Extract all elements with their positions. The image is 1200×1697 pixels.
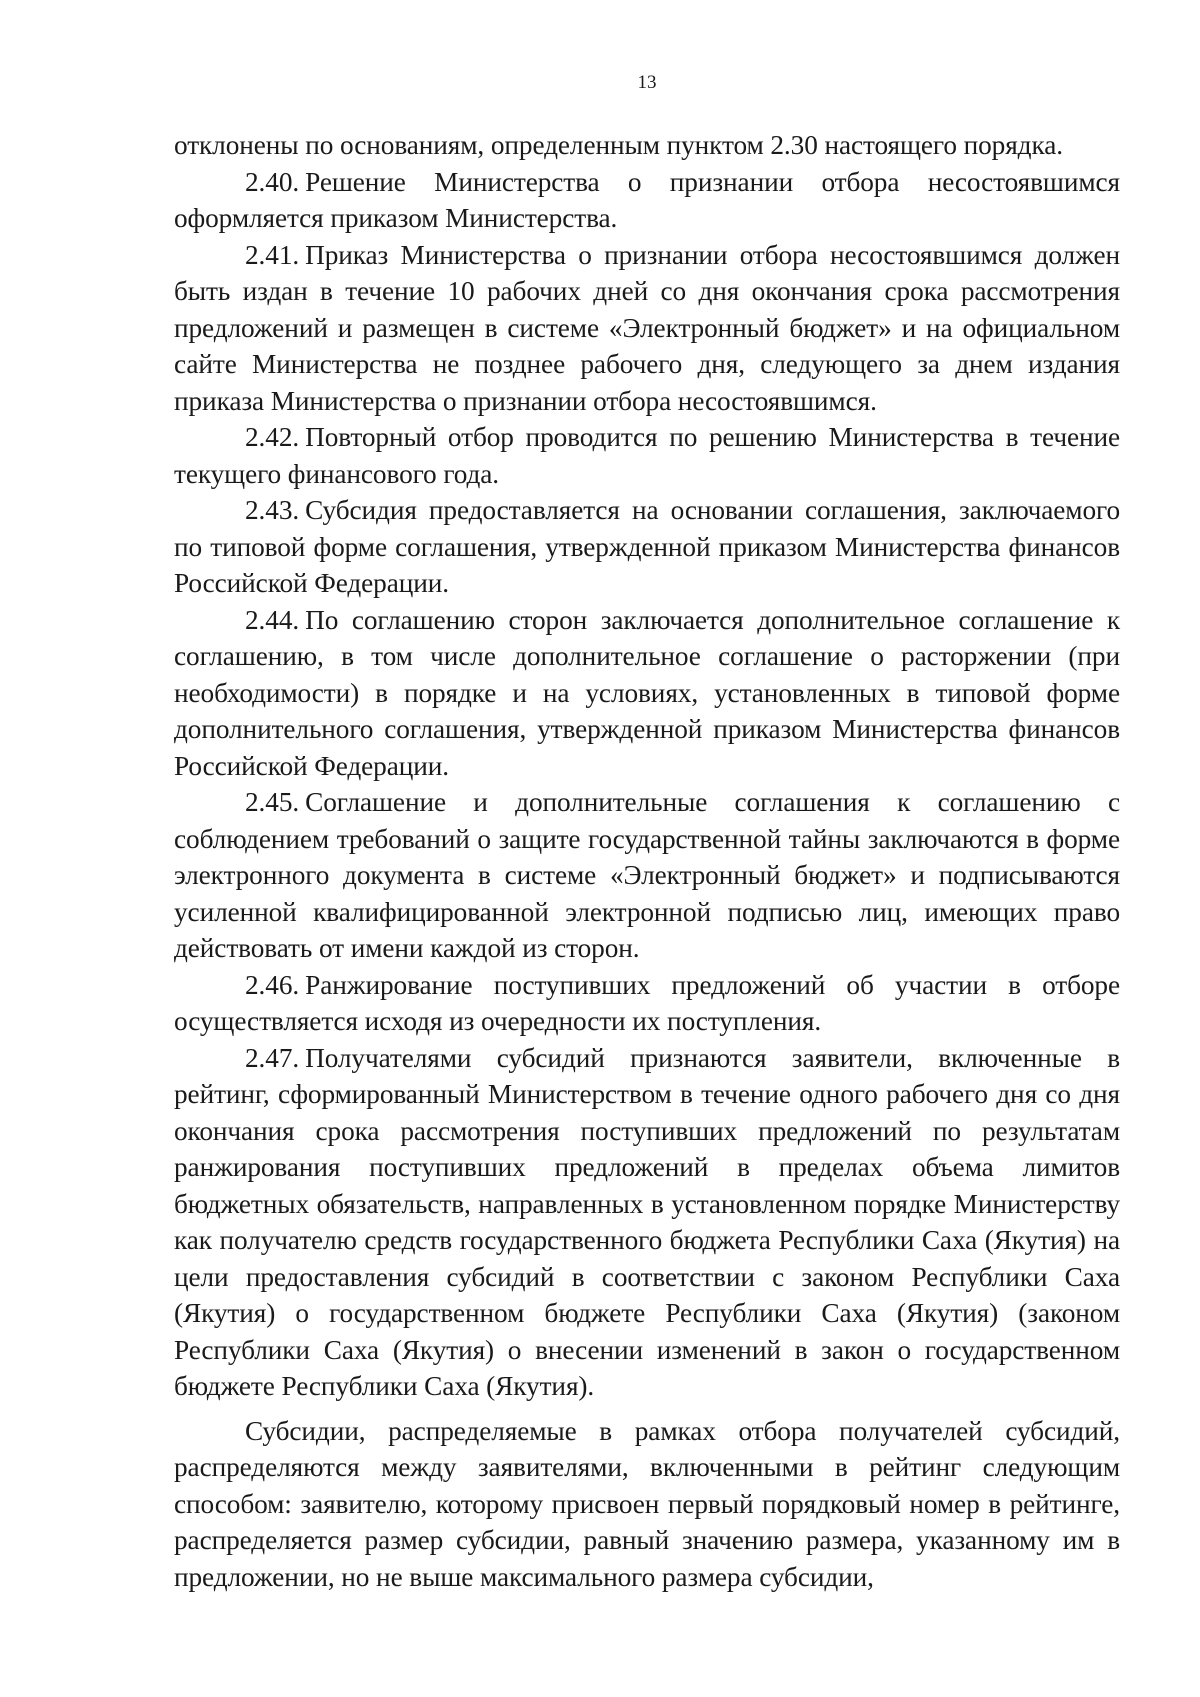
paragraph-text: Повторный отбор проводится по решению Министерства в течение текущего финансового года. [174,422,1120,489]
paragraph-text: Приказ Министерства о признании отбора несостоявшимся должен быть издан в течение 10 рабочих дней со дня окончания срока рассмотрения предложений и размещен в системе «Электронный бюджет» и на официальном сайте Министерства не позднее рабочего дня, следующего за днем издания приказа Министерства о признании отбора несостоявшимся. [174,239,1120,416]
paragraph-text: Решение Министерства о признании отбора несостоявшимся оформляется приказом Министерства. [174,166,1120,233]
paragraph-number: 2.46. [245,969,300,1000]
paragraph-number: 2.40. [245,166,300,197]
document-body [174,127,1120,1595]
paragraph-continuation [174,127,1120,164]
paragraph-2-42 [174,419,1120,492]
paragraph-subsidy-distribution [174,1413,1120,1596]
paragraph-number: 2.42. [245,422,300,452]
paragraph-text: отклонены по основаниям, определенным пунктом 2.30 настоящего порядка. [174,130,1063,160]
paragraph-2-40 [174,164,1120,237]
paragraph-text: По соглашению сторон заключается дополнительное соглашение к соглашению, в том числе дополнительное соглашение о расторжении (при необходимости) в порядке и на условиях, установленных в типовой форме дополнительного соглашения, утвержденной приказом Министерства финансов Российской Федерации. [174,604,1120,781]
paragraph-2-46 [174,967,1120,1040]
paragraph-2-44 [174,602,1120,785]
paragraph-number: 2.44. [245,604,300,635]
page-number: 13 [637,72,657,93]
paragraph-text: Получателями субсидий признаются заявители, включенные в рейтинг, сформированный Министерством в течение одного рабочего дня со дня окончания срока рассмотрения поступивших предложений по результатам ранжирования поступивших предложений в пределах объема лимитов бюджетных обязательств, направленных в установленном порядке Министерству как получателю средств государственного бюджета Республики Саха (Якутия) на цели предоставления субсидий в соответствии с законом Республики Саха (Якутия) о государственном бюджете Республики Саха (Якутия) (законом Республики Саха (Якутия) о внесении изменений в закон о государственном бюджете Республики Саха (Якутия). [174,1042,1120,1401]
paragraph-2-47 [174,1040,1120,1405]
paragraph-text: Субсидии, распределяемые в рамках отбора получателей субсидий, распределяются между заявителями, включенными в рейтинг следующим способом: заявителю, которому присвоен первый порядковый номер в рейтинге, распределяется размер субсидии, равный значению размера, указанному им в предложении, но не выше максимального размера субсидии, [174,1415,1120,1592]
paragraph-2-45 [174,784,1120,967]
paragraph-text: Соглашение и дополнительные соглашения к соглашению с соблюдением требований о защите государственной тайны заключаются в форме электронного документа в системе «Электронный бюджет» и подписываются усиленной квалифицированной электронной подписью лиц, имеющих право действовать от имени каждой из сторон. [174,787,1120,963]
paragraph-text: Субсидия предоставляется на основании соглашения, заключаемого по типовой форме соглашения, утвержденной приказом Министерства финансов Российской Федерации. [174,495,1120,598]
paragraph-number: 2.41. [245,239,300,270]
paragraph-number: 2.45. [245,787,300,817]
paragraph-2-41 [174,237,1120,420]
paragraph-text: Ранжирование поступивших предложений об участии в отборе осуществляется исходя из очередности их поступления. [174,969,1120,1036]
paragraph-number: 2.43. [245,495,300,525]
paragraph-number: 2.47. [245,1042,300,1073]
paragraph-2-43 [174,492,1120,602]
